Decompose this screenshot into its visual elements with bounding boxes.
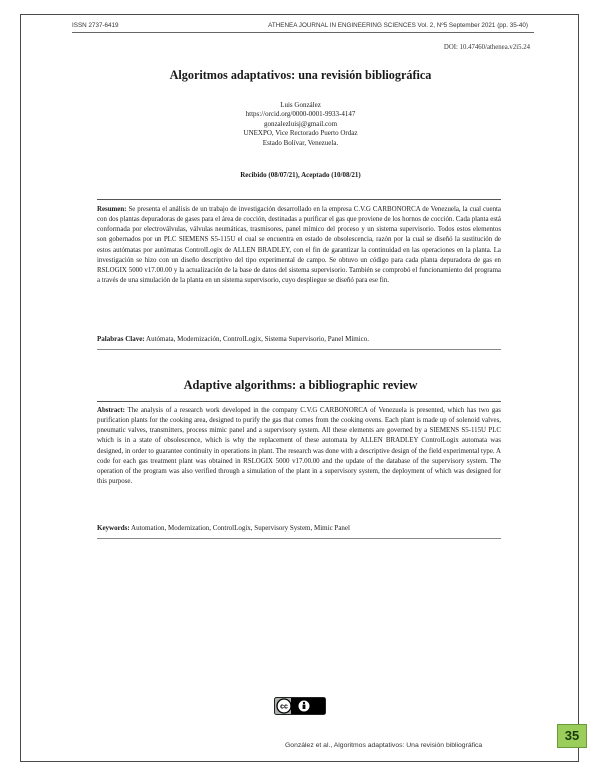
spanish-keywords — [97, 335, 501, 343]
author-email[interactable]: gonzalezluisj@gmail.com — [263, 119, 338, 128]
spanish-title: Algoritmos adaptativos: una revisión bibliográfica — [169, 68, 432, 82]
abstract-divider-top-en — [97, 401, 501, 402]
doi: DOI: 10.47460/athenea.v2i5.24 — [443, 44, 530, 51]
keywords-divider-en — [97, 538, 501, 539]
cc-by-icon — [274, 697, 326, 715]
footer-citation: González et al., Algoritmos adaptativos: Una revisión bibliográfica — [285, 742, 483, 749]
english-title: Adaptive algorithms: a bibliographic review — [183, 378, 418, 392]
keywords-label: Palabras Clave: — [97, 335, 145, 343]
journal-header: ATHENEA JOURNAL IN ENGINEERING SCIENCES Vol. 2, Nº5 September 2021 (pp. 35-40) — [268, 22, 528, 29]
abstract-text-en: The analysis of a research work developed in the company C.V.G CARBONORCA of Venezuela is presented, which has two gas purification plants for the cooking area, designed to purify the gas that comes from the cooking ovens. Each plant is made up of solenoid valves, pneumatic valves, transmitters, process mimic panel and a supervisory system. All these elements are governed by a SIEMENS S5-115U PLC which is in a state of obsolescence, which is why the replacement of these automata by ALLEN BRADLEY ControlLogix automata was designed, in order to guarantee continuity in operations in plant. The research was done with a descriptive design of the field experimental type. A code for each gas treatment plant was obtained in RSLOGIX 5000 v17.00.00 and the update of the database of the supervisory system. The operation of the program was also verified through a simulation of the plant in a supervisory system, the deployment of which was designed for this purpose. — [97, 407, 501, 486]
abstract-label-en: Abstract: — [97, 407, 125, 414]
spanish-abstract — [97, 205, 501, 286]
keywords-text: Autómata, Modernización, ControlLogix, Sistema Supervisorio, Panel Mímico. — [146, 335, 370, 343]
author-orcid[interactable]: https://orcid.org/0000-0001-9933-4147 — [245, 110, 356, 119]
author-block — [72, 101, 529, 148]
author-affiliation: UNEXPO, Vice Rectorado Puerto Ordaz — [243, 129, 358, 138]
issn: ISSN 2737-6419 — [72, 22, 119, 29]
abstract-label: Resumen: — [97, 206, 127, 213]
header-divider — [72, 32, 534, 33]
keywords-divider — [97, 349, 501, 350]
keywords-text-en: Automation, Modernization, ControlLogix, Supervisory System, Mimic Panel — [131, 524, 350, 532]
received-accepted-dates: Recibido (08/07/21), Aceptado (10/08/21) — [240, 171, 361, 179]
abstract-divider-top — [97, 199, 501, 200]
english-keywords — [97, 524, 501, 532]
page-number: 35 — [557, 724, 587, 748]
keywords-label-en: Keywords: — [97, 524, 130, 532]
author-name: Luis González — [280, 101, 321, 109]
abstract-text: Se presenta el análisis de un trabajo de investigación desarrollado en la empresa C.V.G CARBONORCA de Venezuela, la cual cuenta con dos plantas depuradoras de gases para el área de cocción, destinadas a purificar el gas que proviene de los hornos de cocción. Cada planta está conformada por electroválvulas, válvulas neumáticas, trasmisores, panel mímico del proceso y un sistema supervisorio. Todos estos elementos son gobernados por un PLC SIEMENS S5-115U el cual se encuentra en estado de obsolescencia, razón por la cual se diseñó la sustitución de estos autómatas por autómatas ControlLogix de ALLEN BRADLEY, con el fin de garantizar la continuidad en las operaciones en la planta. La investigación se hizo con un diseño descriptivo del tipo experimental de campo. Se obtuvo un código para cada planta depuradora de gas en RSLOGIX 5000 v17.00.00 y la actualización de la base de datos del sistema supervisorio. También se comprobó el funcionamiento del programa a través de una simulación de la planta en un sistema supervisorio, cuyo despliegue se diseñó para ese fin. — [97, 206, 501, 285]
english-abstract — [97, 406, 501, 487]
author-location: Estado Bolívar, Venezuela. — [262, 138, 339, 147]
svg-text:cc: cc — [280, 703, 288, 711]
